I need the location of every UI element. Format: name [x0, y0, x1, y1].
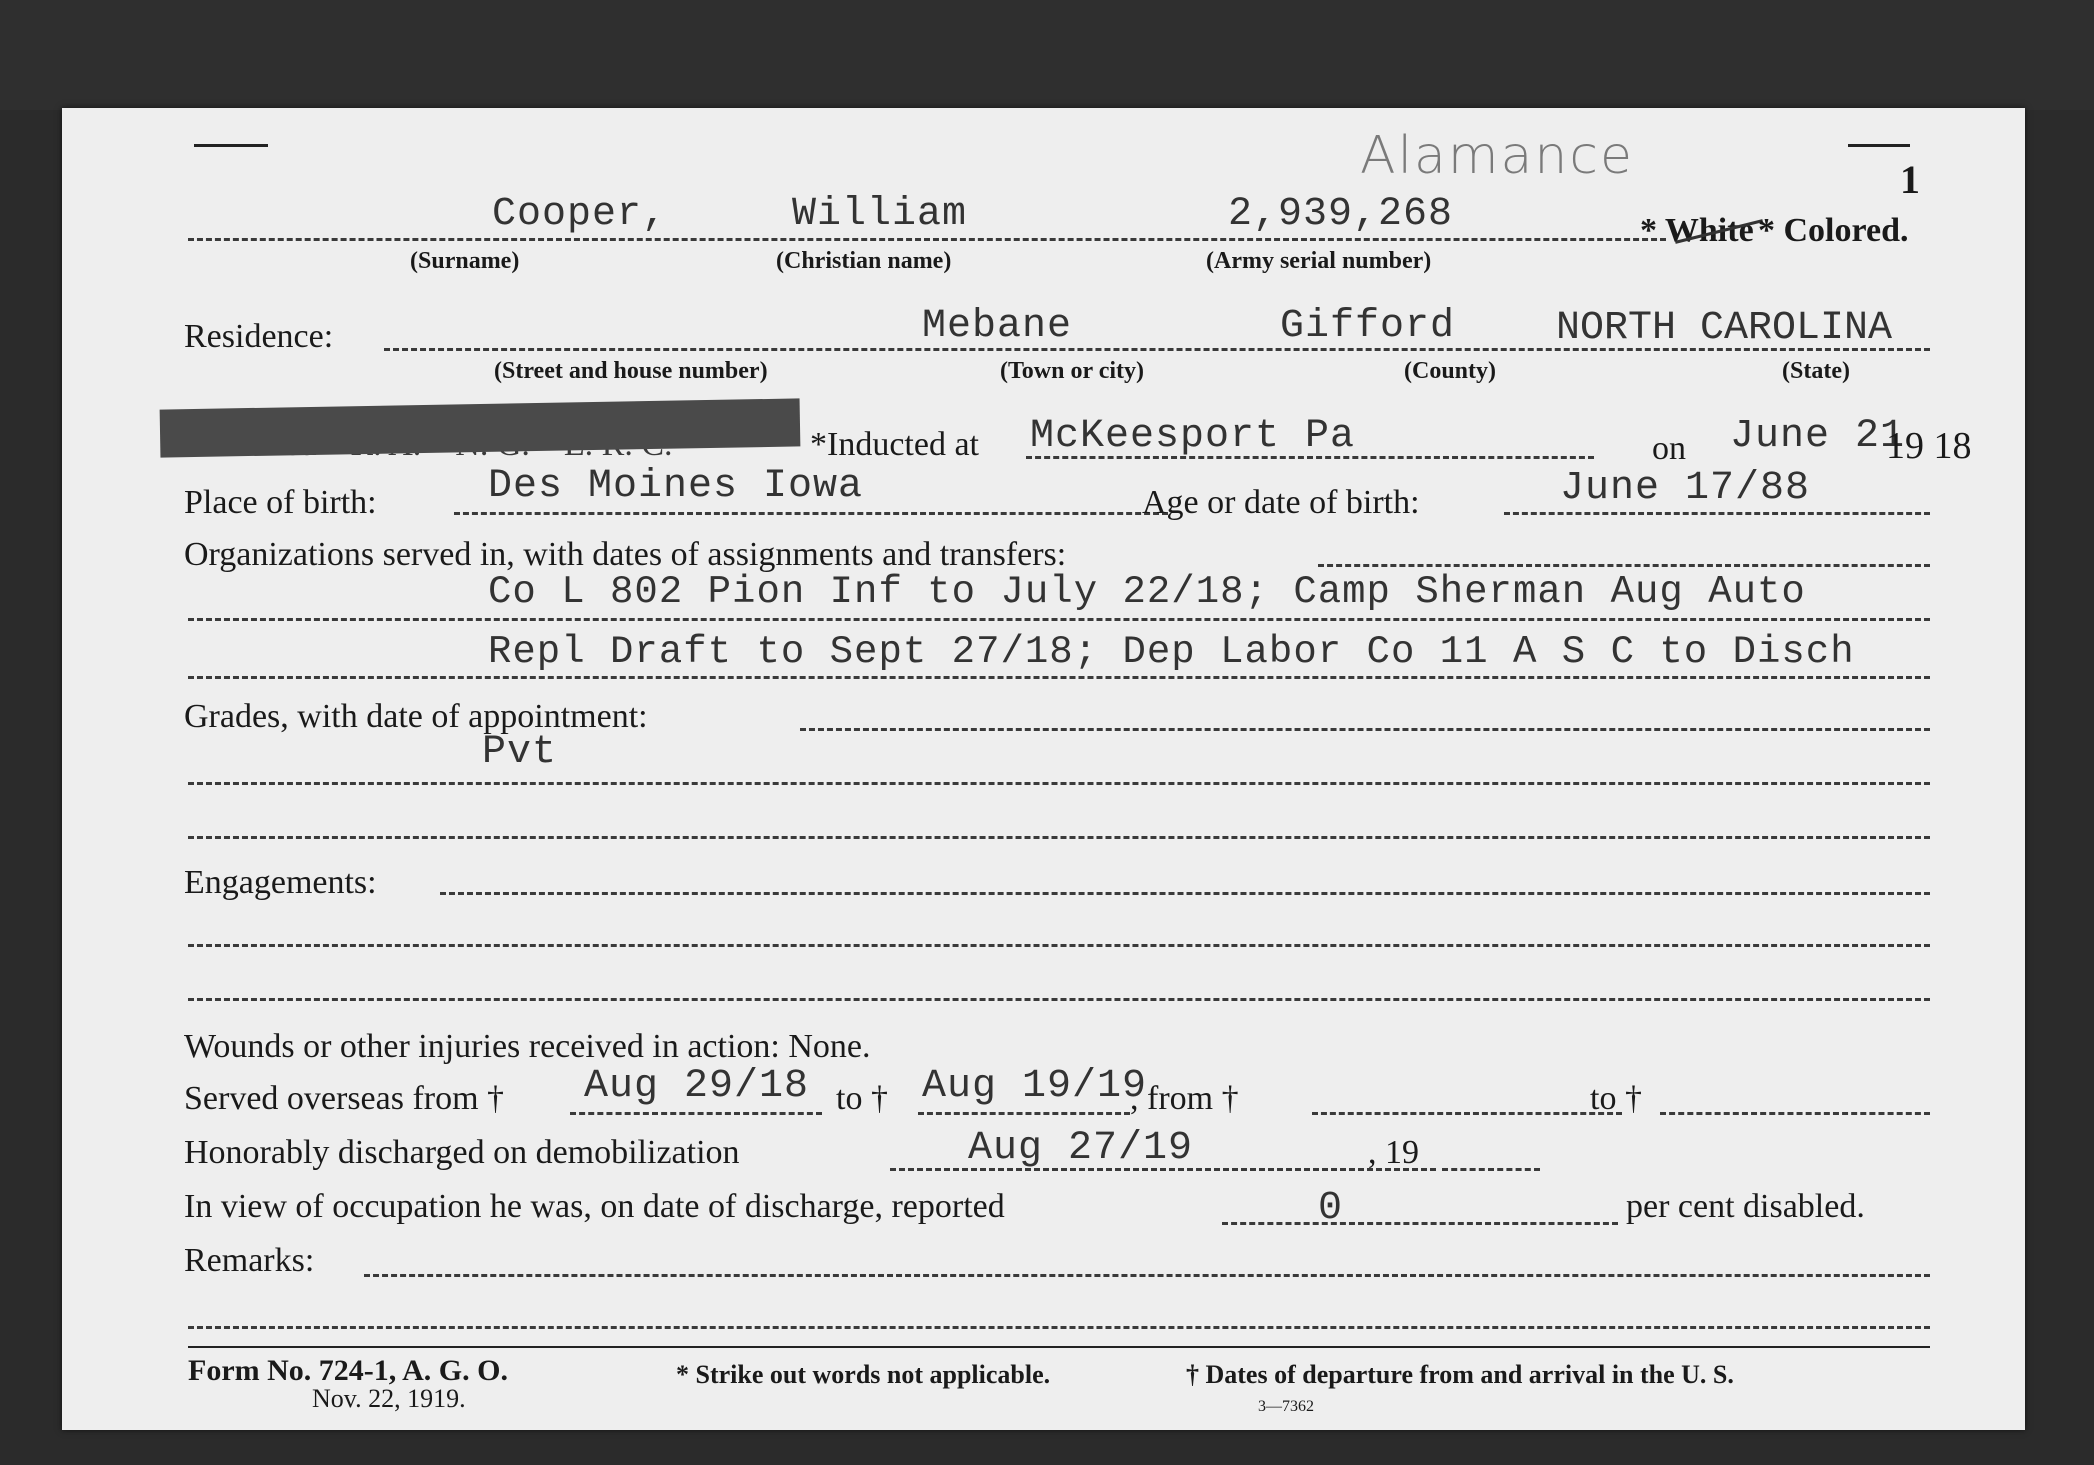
- organizations-line-1: Co L 802 Pion Inf to July 22/18; Camp Sherman Aug Auto: [488, 570, 1806, 614]
- grades-line-1: [188, 782, 1930, 785]
- overseas-to2-label: to †: [1590, 1080, 1642, 1117]
- overseas-from-date: Aug 29/18: [584, 1064, 810, 1109]
- overseas-from-line: [570, 1112, 822, 1115]
- inducted-line: [1026, 456, 1594, 459]
- name-line: [188, 238, 1666, 241]
- scanner-background: [0, 0, 2094, 110]
- state-caption: (State): [1782, 358, 1850, 384]
- discharge-label: Honorably discharged on demobilization: [184, 1134, 740, 1171]
- form-number: Form No. 724-1, A. G. O.: [188, 1354, 508, 1387]
- note-dates: † Dates of departure from and arrival in the U. S.: [1186, 1360, 1734, 1389]
- discharge-date: Aug 27/19: [968, 1126, 1194, 1171]
- remarks-line-0: [364, 1274, 1930, 1277]
- overseas-to2-line: [1660, 1112, 1930, 1115]
- date-of-birth-line: [1504, 512, 1930, 515]
- discharge-line: [890, 1168, 1436, 1171]
- inducted-at-label: *Inducted at: [810, 426, 979, 463]
- organizations-rule-2: [188, 676, 1930, 679]
- surname-caption: (Surname): [410, 248, 520, 274]
- top-left-rule: [194, 144, 268, 147]
- residence-state: NORTH CAROLINA: [1556, 306, 1893, 351]
- age-label: Age or date of birth:: [1142, 484, 1420, 521]
- grades-line-0: [800, 728, 1930, 731]
- engagements-label: Engagements:: [184, 864, 377, 901]
- inducted-place: McKeesport Pa: [1030, 414, 1356, 459]
- place-of-birth-value: Des Moines Iowa: [488, 464, 864, 509]
- date-of-birth-value: June 17/88: [1560, 466, 1811, 511]
- residence-county: Gifford: [1280, 304, 1456, 349]
- disability-suffix: per cent disabled.: [1626, 1188, 1865, 1225]
- footer-rule: [188, 1346, 1930, 1348]
- note-strike-out: * Strike out words not applicable.: [676, 1360, 1051, 1389]
- race-colored: * Colored.: [1758, 212, 1909, 249]
- overseas-from2-line: [1312, 1112, 1622, 1115]
- grade-value: Pvt: [482, 730, 558, 775]
- organizations-label: Organizations served in, with dates of assignments and transfers:: [184, 536, 1067, 573]
- discharge-year-label: , 19: [1368, 1134, 1419, 1171]
- serial-number-caption: (Army serial number): [1206, 248, 1432, 274]
- overseas-to-line: [918, 1112, 1130, 1115]
- serial-number-value: 2,939,268: [1228, 192, 1454, 237]
- overseas-from-label: Served overseas from †: [184, 1080, 505, 1117]
- overseas-to-label: to †: [836, 1080, 888, 1117]
- organizations-line-2: Repl Draft to Sept 27/18; Dep Labor Co 11 A S C to Disch: [488, 630, 1855, 674]
- street-caption: (Street and house number): [494, 358, 768, 384]
- inducted-on-label: on: [1652, 430, 1686, 467]
- grades-line-2: [188, 836, 1930, 839]
- remarks-line-1: [188, 1326, 1930, 1329]
- disability-value: 0: [1318, 1186, 1344, 1231]
- county-caption: (County): [1404, 358, 1497, 384]
- disability-label: In view of occupation he was, on date of discharge, reported: [184, 1188, 1005, 1225]
- form-date: Nov. 22, 1919.: [312, 1384, 466, 1413]
- christian-name-caption: (Christian name): [776, 248, 952, 274]
- residence-town: Mebane: [922, 304, 1073, 349]
- organizations-line-0: [1318, 564, 1930, 567]
- card-number: 1: [1900, 157, 1920, 202]
- town-caption: (Town or city): [1000, 358, 1144, 384]
- place-of-birth-label: Place of birth:: [184, 484, 377, 521]
- disability-line: [1222, 1222, 1618, 1225]
- overseas-to-date: Aug 19/19: [922, 1064, 1148, 1109]
- place-of-birth-line: [454, 512, 1168, 515]
- race-white: * White: [1640, 212, 1754, 249]
- discharge-year-line: [1442, 1168, 1540, 1171]
- county-annotation: Alamance: [1360, 126, 1634, 186]
- christian-name-value: William: [792, 192, 968, 237]
- engagements-line-1: [188, 944, 1930, 947]
- top-right-rule: [1848, 144, 1910, 147]
- grades-label: Grades, with date of appointment:: [184, 698, 648, 735]
- overseas-from2-label: , from †: [1130, 1080, 1239, 1117]
- engagements-line-2: [188, 998, 1930, 1001]
- inducted-date: June 21: [1730, 414, 1906, 459]
- service-record-card: [62, 108, 2025, 1430]
- residence-line: [384, 348, 1930, 351]
- residence-label: Residence:: [184, 318, 334, 355]
- print-code: 3—7362: [1258, 1398, 1314, 1415]
- organizations-rule-1: [188, 618, 1930, 621]
- wounds-label: Wounds or other injuries received in action: None.: [184, 1028, 871, 1065]
- surname-value: Cooper,: [492, 192, 668, 237]
- remarks-label: Remarks:: [184, 1242, 315, 1279]
- redaction-bar: [160, 398, 801, 457]
- engagements-line-0: [440, 892, 1930, 895]
- inducted-year: 19 18: [1886, 425, 1972, 467]
